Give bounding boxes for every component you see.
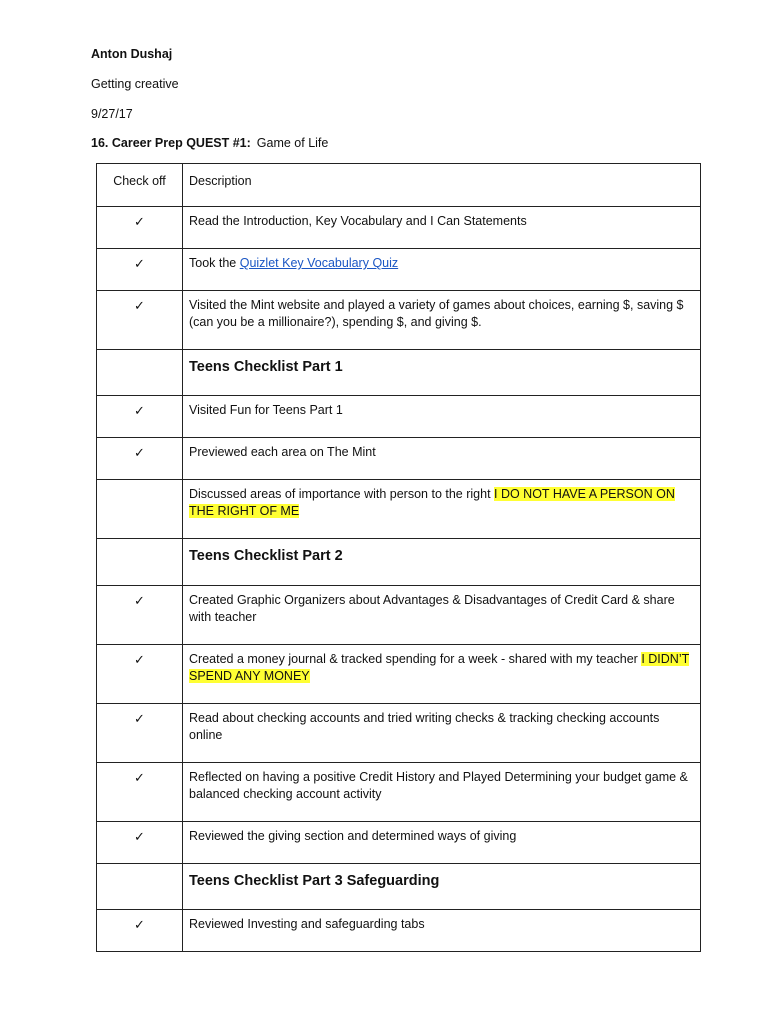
table-row — [97, 396, 701, 438]
row-description: Took the Quizlet Key Vocabulary Quiz — [189, 256, 399, 270]
section-row — [97, 539, 701, 586]
table-row — [97, 249, 701, 291]
table-row — [97, 438, 701, 480]
checkmark-icon: ✓ — [134, 711, 145, 726]
row-description: Read about checking accounts and tried writing checks & tracking checking accounts online — [189, 711, 660, 742]
section-title: Teens Checklist Part 2 — [189, 548, 343, 564]
table-row — [97, 207, 701, 249]
row-description: Created Graphic Organizers about Advantages & Disadvantages of Credit Card & share with teacher — [189, 593, 675, 624]
section-title: Teens Checklist Part 3 Safeguarding — [189, 873, 440, 889]
table-row — [97, 586, 701, 645]
checkmark-icon: ✓ — [134, 445, 145, 460]
header-desc-label: Description — [189, 174, 252, 188]
checkmark-icon: ✓ — [134, 593, 145, 608]
section-title: Teens Checklist Part 1 — [189, 359, 343, 375]
header-check-cell — [97, 164, 183, 207]
checkmark-icon: ✓ — [134, 917, 145, 932]
checkmark-icon: ✓ — [134, 298, 145, 313]
section-row — [97, 864, 701, 910]
highlighted-note: I DIDN’T SPEND ANY MONEY — [189, 652, 690, 683]
row-description: Visited Fun for Teens Part 1 — [189, 403, 343, 417]
table-row — [97, 291, 701, 350]
checkmark-icon: ✓ — [134, 829, 145, 844]
header-check-label: Check off — [113, 174, 166, 188]
checkmark-icon: ✓ — [134, 770, 145, 785]
table-row — [97, 822, 701, 864]
title-bold: 16. Career Prep QUEST #1: — [91, 136, 251, 150]
document-title — [91, 135, 328, 151]
document-date: 9/27/17 — [91, 107, 133, 121]
document-subtitle: Getting creative — [91, 77, 179, 91]
section-row — [97, 350, 701, 396]
row-description: Previewed each area on The Mint — [189, 445, 376, 459]
row-description: Read the Introduction, Key Vocabulary and I Can Statements — [189, 214, 527, 228]
row-description: Discussed areas of importance with person to the right I DO NOT HAVE A PERSON ON THE RIGHT OF ME — [189, 487, 675, 518]
header-desc-cell — [183, 164, 701, 207]
table-row — [97, 763, 701, 822]
row-description: Reviewed Investing and safeguarding tabs — [189, 917, 425, 931]
checkmark-icon: ✓ — [134, 214, 145, 229]
table-header-row — [97, 164, 701, 207]
table-row — [97, 704, 701, 763]
checkmark-icon: ✓ — [134, 652, 145, 667]
checkmark-icon: ✓ — [134, 403, 145, 418]
table-row — [97, 645, 701, 704]
checkmark-icon: ✓ — [134, 256, 145, 271]
table-row — [97, 910, 701, 952]
row-description: Created a money journal & tracked spending for a week - shared with my teacher I DIDN’T SPEND ANY MONEY — [189, 652, 690, 683]
title-rest: Game of Life — [256, 136, 329, 150]
quizlet-quiz-link[interactable]: Quizlet Key Vocabulary Quiz — [239, 256, 399, 270]
checklist-table — [96, 163, 701, 952]
table-row — [97, 480, 701, 539]
row-description: Visited the Mint website and played a variety of games about choices, earning $, saving $ (can you be a millionaire?), spending $, and giving $. — [189, 298, 684, 329]
row-description: Reflected on having a positive Credit History and Played Determining your budget game & balanced checking account activity — [189, 770, 688, 801]
highlighted-note: I DO NOT HAVE A PERSON ON THE RIGHT OF ME — [189, 487, 675, 518]
row-description: Reviewed the giving section and determined ways of giving — [189, 829, 517, 843]
student-name: Anton Dushaj — [91, 47, 173, 61]
